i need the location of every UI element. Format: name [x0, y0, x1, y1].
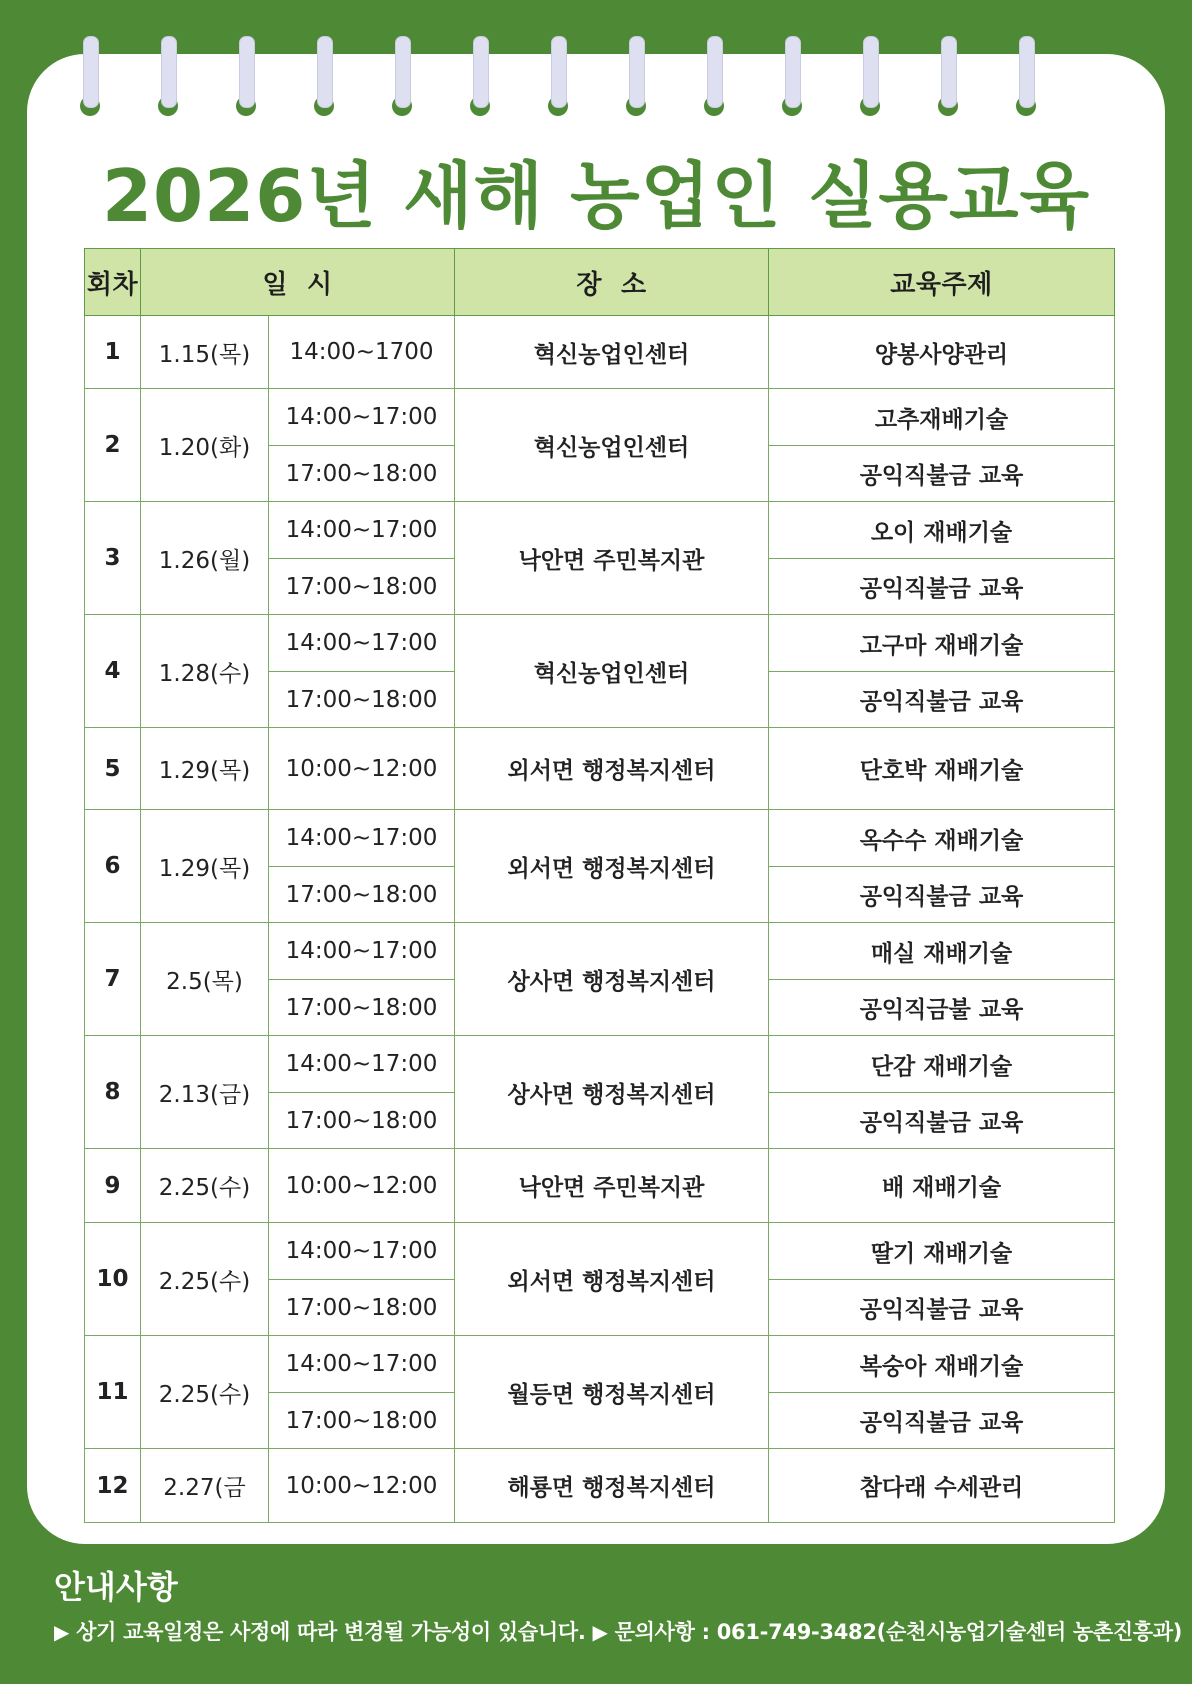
session-place: 외서면 행정복지센터	[455, 1223, 769, 1336]
session-topic: 고구마 재배기술	[769, 615, 1115, 672]
notice-line-2: 문의사항 : 061-749-3482(순천시농업기술센터 농촌진흥과)	[614, 1620, 1183, 1644]
session-number: 8	[85, 1036, 141, 1149]
table-row	[85, 1149, 1115, 1223]
ring-icon	[941, 36, 957, 108]
session-date: 1.20(화)	[141, 389, 269, 502]
session-number: 9	[85, 1149, 141, 1223]
session-topic: 공익직불금 교육	[769, 446, 1115, 502]
session-time: 14:00~17:00	[269, 615, 455, 672]
ring-icon	[161, 36, 177, 108]
session-time: 14:00~17:00	[269, 810, 455, 867]
ring-icon	[863, 36, 879, 108]
session-topic: 단호박 재배기술	[769, 728, 1115, 810]
session-date: 1.29(목)	[141, 728, 269, 810]
notice-text	[54, 1616, 1182, 1646]
session-place: 외서면 행정복지센터	[455, 728, 769, 810]
ring-icon	[317, 36, 333, 108]
session-number: 4	[85, 615, 141, 728]
session-topic: 배 재배기술	[769, 1149, 1115, 1223]
session-place: 혁신농업인센터	[455, 389, 769, 502]
table-row	[85, 316, 1115, 389]
session-time: 17:00~18:00	[269, 867, 455, 923]
table-row	[85, 728, 1115, 810]
session-time: 14:00~17:00	[269, 923, 455, 980]
bullet-icon: ▶	[54, 1620, 70, 1644]
table-row	[85, 923, 1115, 980]
session-place: 외서면 행정복지센터	[455, 810, 769, 923]
session-number: 11	[85, 1336, 141, 1449]
ring-icon	[707, 36, 723, 108]
header-session: 회차	[85, 249, 141, 316]
table-header-row	[85, 249, 1115, 316]
page-title: 2026년 새해 농업인 실용교육	[101, 154, 1091, 238]
header-datetime: 일 시	[141, 249, 455, 316]
session-place: 해룡면 행정복지센터	[455, 1449, 769, 1523]
ring-icon	[473, 36, 489, 108]
session-place: 상사면 행정복지센터	[455, 1036, 769, 1149]
session-place: 낙안면 주민복지관	[455, 1149, 769, 1223]
session-number: 3	[85, 502, 141, 615]
session-time: 10:00~12:00	[269, 728, 455, 810]
session-time: 17:00~18:00	[269, 1093, 455, 1149]
session-time: 17:00~18:00	[269, 980, 455, 1036]
session-number: 5	[85, 728, 141, 810]
schedule-table	[84, 248, 1115, 1523]
table-row	[85, 389, 1115, 446]
ring-icon	[629, 36, 645, 108]
session-date: 1.28(수)	[141, 615, 269, 728]
ring-icon	[239, 36, 255, 108]
notice-line-1: 상기 교육일정은 사정에 따라 변경될 가능성이 있습니다.	[76, 1620, 586, 1644]
session-topic: 매실 재배기술	[769, 923, 1115, 980]
session-topic: 양봉사양관리	[769, 316, 1115, 389]
session-time: 17:00~18:00	[269, 1393, 455, 1449]
session-time: 14:00~17:00	[269, 389, 455, 446]
session-time: 10:00~12:00	[269, 1149, 455, 1223]
session-topic: 공익직불금 교육	[769, 867, 1115, 923]
session-topic: 공익직불금 교육	[769, 1093, 1115, 1149]
session-date: 2.5(목)	[141, 923, 269, 1036]
header-place: 장 소	[455, 249, 769, 316]
session-date: 1.15(목)	[141, 316, 269, 389]
session-date: 2.25(수)	[141, 1149, 269, 1223]
session-time: 10:00~12:00	[269, 1449, 455, 1523]
notice-title: 안내사항	[54, 1568, 178, 1606]
session-place: 낙안면 주민복지관	[455, 502, 769, 615]
session-time: 17:00~18:00	[269, 559, 455, 615]
session-topic: 공익직불금 교육	[769, 1280, 1115, 1336]
session-number: 6	[85, 810, 141, 923]
session-time: 14:00~1700	[269, 316, 455, 389]
session-date: 2.13(금)	[141, 1036, 269, 1149]
session-number: 1	[85, 316, 141, 389]
session-place: 혁신농업인센터	[455, 316, 769, 389]
session-topic: 참다래 수세관리	[769, 1449, 1115, 1523]
session-topic: 복숭아 재배기술	[769, 1336, 1115, 1393]
ring-icon	[551, 36, 567, 108]
session-time: 14:00~17:00	[269, 1223, 455, 1280]
session-date: 2.25(수)	[141, 1336, 269, 1449]
session-time: 14:00~17:00	[269, 1036, 455, 1093]
session-topic: 고추재배기술	[769, 389, 1115, 446]
table-row	[85, 502, 1115, 559]
session-topic: 공익직불금 교육	[769, 672, 1115, 728]
session-place: 상사면 행정복지센터	[455, 923, 769, 1036]
session-topic: 옥수수 재배기술	[769, 810, 1115, 867]
session-time: 17:00~18:00	[269, 446, 455, 502]
session-number: 2	[85, 389, 141, 502]
session-place: 월등면 행정복지센터	[455, 1336, 769, 1449]
bullet-icon: ▶	[592, 1620, 608, 1644]
session-time: 17:00~18:00	[269, 1280, 455, 1336]
session-topic: 단감 재배기술	[769, 1036, 1115, 1093]
ring-icon	[395, 36, 411, 108]
session-topic: 오이 재배기술	[769, 502, 1115, 559]
table-row	[85, 615, 1115, 672]
session-date: 1.29(목)	[141, 810, 269, 923]
session-time: 14:00~17:00	[269, 502, 455, 559]
session-topic: 공익직불금 교육	[769, 559, 1115, 615]
session-time: 14:00~17:00	[269, 1336, 455, 1393]
table-row	[85, 1449, 1115, 1523]
session-date: 2.27(금	[141, 1449, 269, 1523]
table-row	[85, 1036, 1115, 1093]
table-row	[85, 810, 1115, 867]
session-date: 2.25(수)	[141, 1223, 269, 1336]
header-topic: 교육주제	[769, 249, 1115, 316]
ring-icon	[1019, 36, 1035, 108]
session-place: 혁신농업인센터	[455, 615, 769, 728]
table-row	[85, 1336, 1115, 1393]
session-number: 10	[85, 1223, 141, 1336]
table-row	[85, 1223, 1115, 1280]
ring-icon	[83, 36, 99, 108]
ring-icon	[785, 36, 801, 108]
session-date: 1.26(월)	[141, 502, 269, 615]
session-topic: 딸기 재배기술	[769, 1223, 1115, 1280]
session-topic: 공익직금불 교육	[769, 980, 1115, 1036]
session-time: 17:00~18:00	[269, 672, 455, 728]
session-topic: 공익직불금 교육	[769, 1393, 1115, 1449]
session-number: 7	[85, 923, 141, 1036]
session-number: 12	[85, 1449, 141, 1523]
